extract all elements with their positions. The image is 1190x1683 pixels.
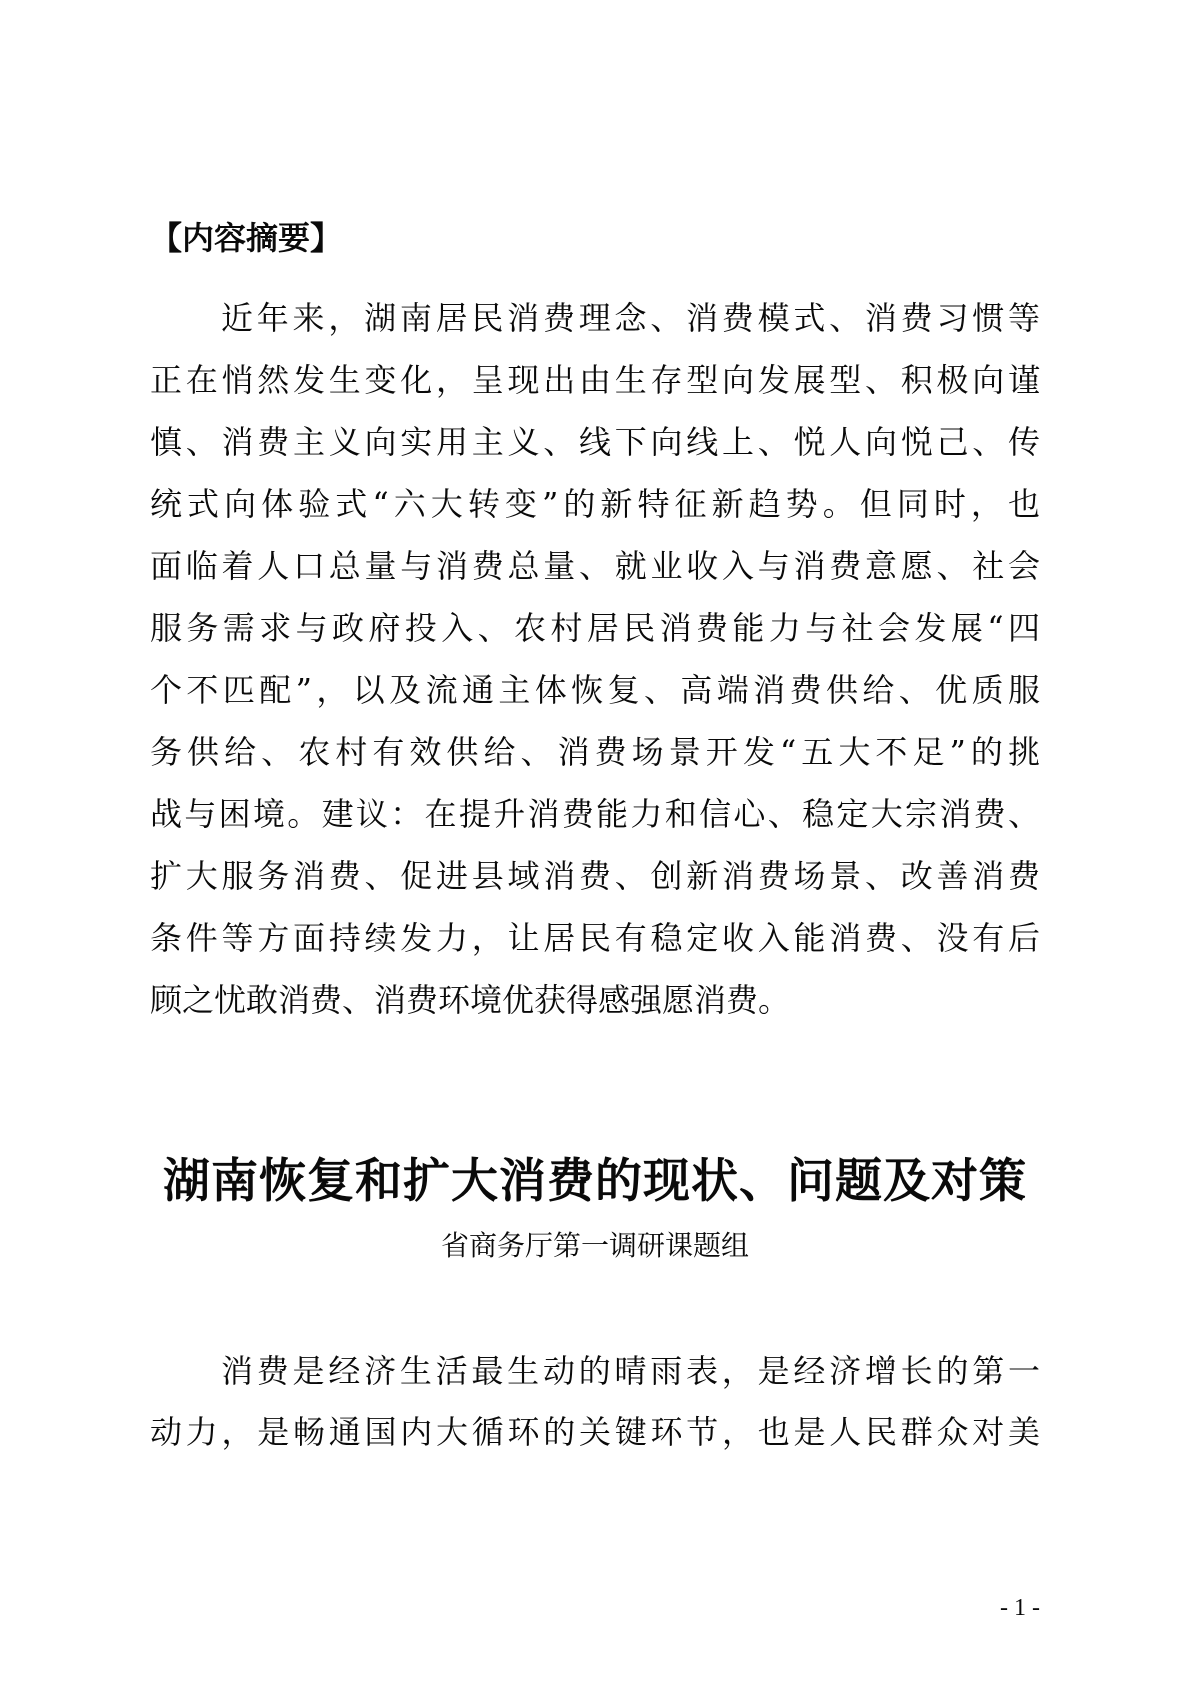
article-line: 消费是经济生活最生动的晴雨表，是经济增长的第一 [221, 1352, 1040, 1390]
abstract-line: 务供给、农村有效供给、消费场景开发“五大不足”的挑 [150, 733, 1040, 771]
abstract-body [150, 287, 1040, 1031]
article-line: 动力，是畅通国内大循环的关键环节，也是人民群众对美 [150, 1413, 1040, 1451]
article-author: 省商务厅第一调研课题组 [440, 1229, 749, 1262]
abstract-line: 个不匹配”，以及流通主体恢复、高端消费供给、优质服 [150, 671, 1040, 709]
abstract-line: 条件等方面持续发力，让居民有稳定收入能消费、没有后 [150, 919, 1040, 957]
article-body [150, 1341, 1040, 1463]
abstract-line: 统式向体验式“六大转变”的新特征新趋势。但同时，也 [150, 485, 1040, 523]
abstract-line: 战与困境。建议：在提升消费能力和信心、稳定大宗消费、 [150, 795, 1040, 833]
abstract-line: 正在悄然发生变化，呈现出由生存型向发展型、积极向谨 [150, 361, 1040, 399]
abstract-heading: 【内容摘要】 [150, 219, 343, 257]
article-title: 湖南恢复和扩大消费的现状、问题及对策 [163, 1154, 1027, 1209]
abstract-line: 服务需求与政府投入、农村居民消费能力与社会发展“四 [150, 609, 1040, 647]
page-number: - 1 - [1000, 1595, 1040, 1621]
abstract-line: 顾之忧敢消费、消费环境优获得感强愿消费。 [150, 981, 791, 1019]
abstract-line: 面临着人口总量与消费总量、就业收入与消费意愿、社会 [150, 547, 1040, 585]
abstract-line: 扩大服务消费、促进县域消费、创新消费场景、改善消费 [150, 857, 1040, 895]
abstract-line: 慎、消费主义向实用主义、线下向线上、悦人向悦己、传 [150, 423, 1040, 461]
abstract-line: 近年来，湖南居民消费理念、消费模式、消费习惯等 [221, 299, 1040, 337]
